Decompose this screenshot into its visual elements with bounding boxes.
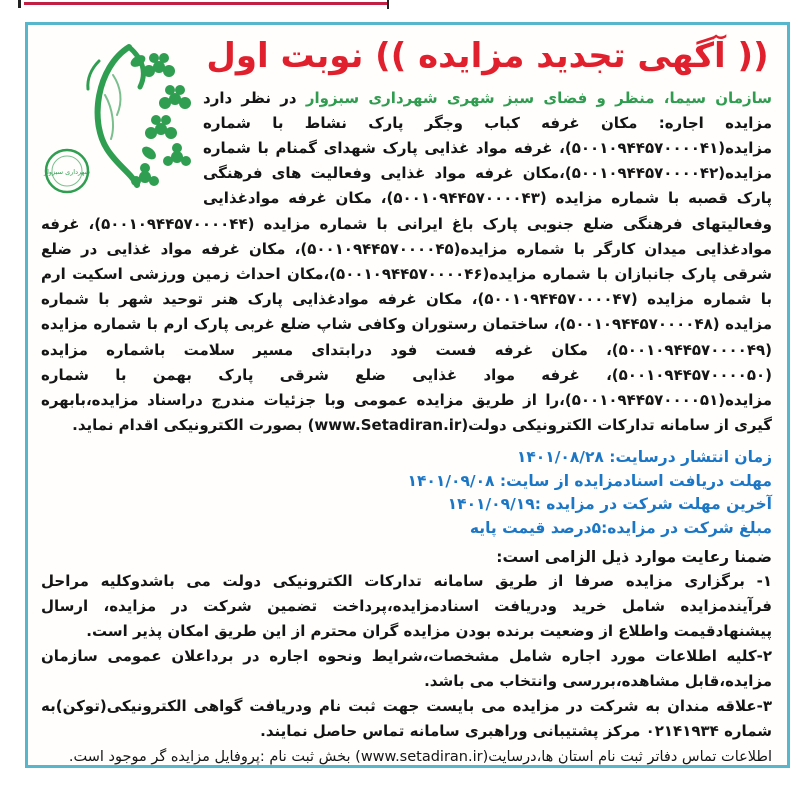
requirement-item-3: ۳-علاقه مندان به شرکت در مزایده می بایست جهت ثبت نام ودریافت گواهی الکترونیکی(توکن)به شماره ۰۲۱۴۱۹۳۴ مرکز پشتیبانی وراهبری سامانه تماس حاصل نمایند. <box>41 697 772 741</box>
schedule-block <box>41 446 772 540</box>
corner-tick-mark <box>387 0 389 9</box>
publish-date-line: زمان انتشار درسایت: ۱۴۰۱/۰۸/۲۸ <box>516 448 772 467</box>
notice-body-text: در نظر دارد مزایده اجاره: مکان غرفه کباب وجگر پارک نشاط با شماره مزایده(۵۰۰۱۰۹۴۴۵۷۰۰۰۰۴۱)، غرفه مواد غذایی پارک شهدای گمنام با شماره مزایده(۵۰۰۱۰۹۴۴۵۷۰۰۰۰۴۲)،مکان غرفه مواد غذایی وفعالیت های فرهنگی پارک قصبه با شماره مزایده (۵۰۰۱۰۹۴۴۵۷۰۰۰۰۴۳)، مکان غرفه موادغذایی وفعالیتهای فرهنگی ضلع جنوبی پارک باغ ایرانی با شماره مزایده (۵۰۰۱۰۹۴۴۵۷۰۰۰۰۴۴)، غرفه موادغذایی میدان کارگر با شماره مزایده(۵۰۰۱۰۹۴۴۵۷۰۰۰۰۴۵)، مکان غرفه مواد غذایی در ضلع شرقی پارک جانبازان با شماره مزایده(۵۰۰۱۰۹۴۴۵۷۰۰۰۰۴۶)،مکان احداث زمین ورزشی اسکیت ارم با شماره مزایده (۵۰۰۱۰۹۴۴۵۷۰۰۰۰۴۷)، مکان غرفه موادغذایی پارک هنر توحید شهر با شماره مزایده (۵۰۰۱۰۹۴۴۵۷۰۰۰۰۴۸)، ساختمان رستوران وکافی شاپ ضلع غربی پارک ارم با شماره مزایده (۵۰۰۱۰۹۴۴۵۷۰۰۰۰۴۹)، مکان غرفه فست فود درابتدای مسیر سلامت باشماره مزایده (۵۰۰۱۰۹۴۴۵۷۰۰۰۰۵۰)، غرفه مواد غذایی ضلع شرقی پارک بهمن با شماره مزایده(۵۰۰۱۰۹۴۴۵۷۰۰۰۰۵۱)،را از طریق مزایده عمومی وبا جزئیات مندرج دراسناد مزایده،بابهره گیری از سامانه تدارکات الکترونیکی دولت(www.Setadiran.ir) بصورت الکترونیکی اقدام نماید. <box>41 88 773 435</box>
organization-name: سازمان سیما، منظر و فضای سبز شهری شهرداری سبزوار <box>305 88 772 107</box>
requirement-item-2: ۲-کلیه اطلاعات مورد اجاره شامل مشخصات،شرایط ونحوه اجاره در برداعلان عمومی سازمان مزایده،قابل مشاهده،بررسی وانتخاب می باشد. <box>41 647 772 691</box>
requirement-item-1: ۱- برگزاری مزایده صرفا از طریق سامانه تدارکات الکترونیکی دولت می باشدوکلیه مراحل فرآیندمزایده شامل خرید ودریافت اسنادمزایده،پرداخت تضمین شرکت در مزایده، ارسال پیشنهادقیمت واطلاع از وضعیت برنده بودن مزایده گران محترم از این طریق امکان پذیر است. <box>41 572 772 641</box>
corner-tick-mark <box>18 0 21 8</box>
deposit-amount-line: مبلغ شرکت در مزایده:۵درصد قیمت پایه <box>469 518 772 537</box>
stamp-label: شهرداری سبزوار <box>43 168 91 176</box>
notice-title: (( آگهی تجدید مزایده )) نوبت اول <box>206 36 769 76</box>
requirements-heading: ضمنا رعایت موارد ذیل الزامی است: <box>496 548 772 567</box>
plant-emblem-icon <box>41 35 197 205</box>
red-divider-line <box>24 2 388 5</box>
participation-deadline-line: آخرین مهلت شرکت در مزایده :۱۴۰۱/۰۹/۱۹ <box>447 495 772 514</box>
registration-contact-line: اطلاعات تماس دفاتر ثبت نام استان ها،درسایت(www.setadiran.ir) بخش ثبت نام :پروفایل مزایده گر موجود است. <box>68 749 772 766</box>
document-deadline-line: مهلت دریافت اسنادمزایده از سایت: ۱۴۰۱/۰۹/۰۸ <box>407 471 772 490</box>
municipality-logo <box>41 35 197 205</box>
adjacent-ad-remnant <box>0 0 812 12</box>
municipality-stamp <box>43 150 90 192</box>
auction-renewal-notice-document <box>25 22 790 768</box>
